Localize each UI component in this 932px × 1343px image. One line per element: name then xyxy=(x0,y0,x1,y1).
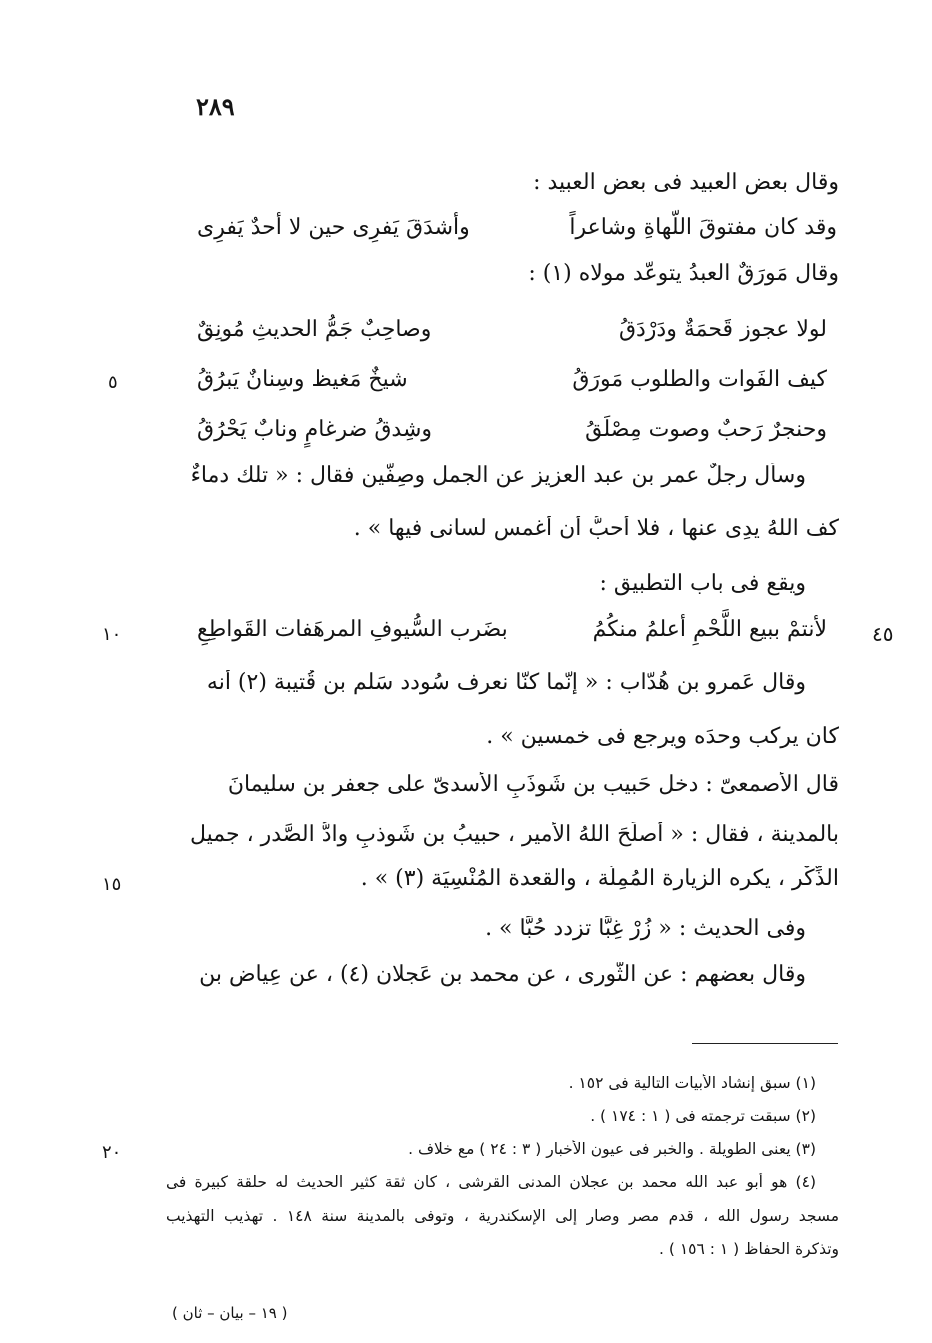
text-line-11: وفى الحديث : « زُرْ غِبًّا تزدد حُبًّا » . xyxy=(485,916,806,941)
verse-2-second-hemistich: وصاحِبٌ جَمُّ الحديثِ مُونِقٌ xyxy=(197,317,432,342)
footnote-separator xyxy=(692,1043,838,1044)
text-line-5: ويقع فى باب التطبيق : xyxy=(599,571,806,596)
verse-1-first-hemistich: وقد كان مفتوقَ اللّهاةِ وشاعراً xyxy=(569,215,837,240)
verse-5-first-hemistich: لأنتمْ ببيع اللَّحْمِ أعلمُ منكُمُ xyxy=(592,617,827,642)
margin-line-number-15: ١٥ xyxy=(102,874,122,895)
text-line-4: كف اللهُ يدِى عنها ، فلا أحبُّ أن أغمس لسانى فيها » . xyxy=(353,516,839,541)
footnote-4-line-3: وتذكرة الحفاظ ( ١ : ١٥٦ ) . xyxy=(659,1240,839,1258)
verse-2 xyxy=(197,308,827,352)
verse-3 xyxy=(197,358,827,402)
text-line-7: كان يركب وحدَه ويرجع فى خمسين » . xyxy=(486,724,839,749)
verse-1 xyxy=(197,206,837,250)
verse-3-first-hemistich: كيف الفَوات والطلوب مَورَقُ xyxy=(572,367,827,392)
footnote-4-line-2: مسجد رسول الله ، قدم مصر وصار إلى الإسكندرية ، وتوفى بالمدينة سنة ١٤٨ . تهذيب التهذيب xyxy=(166,1207,839,1225)
text-line-9: بالمدينة ، فقال : « أصلَحَ اللهُ الأمير ، حبيبُ بن شَوذبٍ وادُّ الصَّدر ، جميل xyxy=(189,822,839,847)
text-line-2: وقال مَورَقٌ العبدُ يتوعّد مولاه (١) : xyxy=(528,261,839,286)
verse-5 xyxy=(197,608,827,652)
text-line-10: الذِّكْر ، يكره الزيارة المُمِلّة ، والقعدة المُنْسِيَة (٣) » . xyxy=(360,866,839,891)
margin-line-number-10: ١٠ xyxy=(102,624,122,645)
text-line-8: قال الأصمعىّ : دخل حَبيب بن شَوذَبِ الأسدىّ على جعفر بن سليمانَ xyxy=(227,772,839,797)
text-line-12: وقال بعضهم : عن الثّورى ، عن محمد بن عَجلان (٤) ، عن عِياض بن xyxy=(199,962,806,987)
verse-4-second-hemistich: وشِدقُ ضرغامٍ ونابٌ يَحْرُقُ xyxy=(197,417,432,442)
verse-5-second-hemistich: بضَرب السُّيوفِ المرهَفات القَواطِعِ xyxy=(197,617,508,642)
footnote-2: (٢) سبقت ترجمته فى ( ١ : ١٧٤ ) . xyxy=(590,1107,816,1125)
verse-3-second-hemistich: شيخٌ مَغيظ وسِنانٌ يَبرُقُ xyxy=(197,367,408,392)
verse-4 xyxy=(197,408,827,452)
outer-margin-page-ref: ٤٥ xyxy=(872,622,894,646)
footnote-1: (١) سبق إنشاد الأبيات التالية فى ١٥٢ . xyxy=(568,1074,816,1092)
verse-2-first-hemistich: لولا عجوز قَحمَةٌ ودَرْدَقُ xyxy=(618,317,827,342)
margin-line-number-5: ٥ xyxy=(108,372,118,393)
footnote-3: (٣) يعنى الطويلة . والخبر فى عيون الأخبار ( ٣ : ٢٤ ) مع خلاف . xyxy=(408,1140,816,1158)
text-line-6: وقال عَمرو بن هُدّاب : « إنّما كنّا نعرف سُودد سَلم بن قُتيبة (٢) أنه xyxy=(206,670,806,695)
text-line-3: وسأل رجلٌ عمر بن عبد العزيز عن الجمل وصِفّين فقال : « تلك دماءٌ xyxy=(190,463,806,488)
footnote-4-line-1: (٤) هو أبو عبد الله محمد بن عجلان المدنى القرشى ، كان ثقة كثير الحديث له حلقة كبيرة فى xyxy=(166,1173,816,1191)
text-line-1: وقال بعض العبيد فى بعض العبيد : xyxy=(533,170,839,195)
printer-signature: ( ١٩ – بيان – ثان ) xyxy=(172,1304,288,1322)
page-number: ٢٨٩ xyxy=(196,92,235,121)
verse-1-second-hemistich: وأشدَقَ يَفرِى حين لا أحدٌ يَفرِى xyxy=(197,215,470,240)
verse-4-first-hemistich: وحنجرٌ رَحبٌ وصوت مِصْلَقُ xyxy=(585,417,827,442)
margin-line-number-20: ٢٠ xyxy=(102,1142,122,1163)
